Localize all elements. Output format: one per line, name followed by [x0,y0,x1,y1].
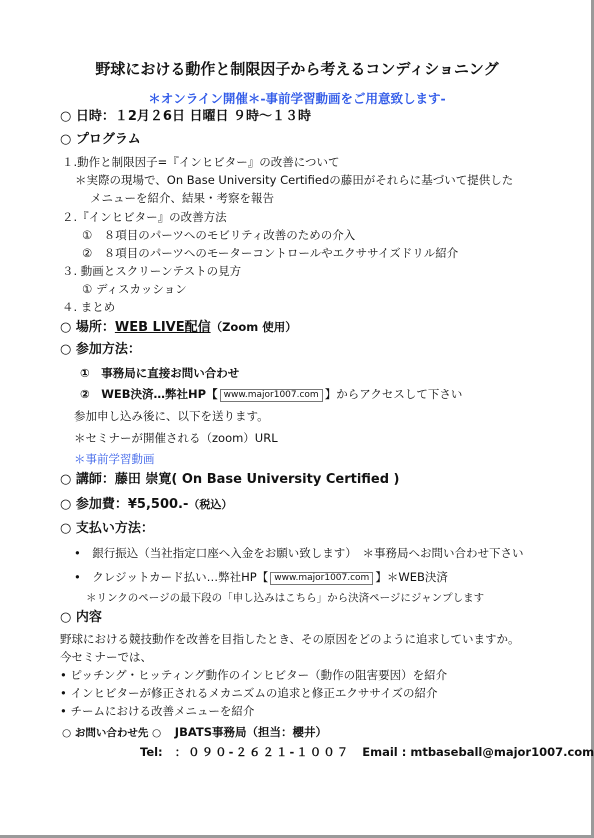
payment-card-suffix: 】＊WEB決済 [375,570,448,584]
program-line: ② ８項目のパーツへのモーターコントロールやエクササイズドリル紹介 [82,246,459,260]
fee-label: ○ 参加費：¥5,500.- [60,497,189,512]
participation-item-2-prefix: ② WEB決済…弊社HP【 [80,387,218,401]
participation-heading: ○ 参加方法： [60,342,141,357]
datetime: ○ 日時：１2月２6日 日曜日 ９時〜１３時 [60,109,312,124]
payment-bank: • 銀行振込（当社指定口座へ入金をお願い致します） ＊事務局へお問い合わせ下さい [74,546,524,560]
payment-card-prefix: • クレジットカード払い…弊社HP【 [74,570,269,584]
venue-label: ○ 場所： [60,320,115,335]
payment-heading: ○ 支払い方法： [60,521,154,536]
subtitle: ＊オンライン開催＊-事前学習動画をご用意致します- [148,91,446,106]
program-line: ① ８項目のパーツへのモビリティ改善のための介入 [82,228,356,242]
tel-number: ：０９０-２６２１-１００７ [174,745,351,759]
program-line: ３. 動画とスクリーンテストの見方 [62,264,242,278]
program-line: メニューを紹介、結果・考察を報告 [90,191,274,205]
content-line: 今セミナーでは、 [60,650,152,664]
participation-zoom: ＊セミナーが開催される（zoom）URL [74,431,278,445]
venue-note: （Zoom 使用） [210,320,297,334]
contact-label: ○ お問い合わせ先 ○ [62,727,162,739]
fee [60,498,232,512]
participation-after: 参加申し込み後に、以下を送ります。 [74,409,269,423]
program-heading: ○ プログラム [60,132,141,147]
contact-office: JBATS事務局（担当：櫻井） [174,725,327,739]
content-line: • ピッチング・ヒッティング動作のインヒビター（動作の阻害要因）を紹介 [60,668,448,682]
program-line: ＊実際の現場で、On Base University Certifiedの藤田がそれらに基づいて提供した [75,173,514,187]
page-title: 野球における動作と制限因子から考えるコンディショニング [95,60,499,78]
program-line: １.動作と制限因子=『インヒビター』の改善について [62,155,340,169]
contact-row [62,725,327,740]
tel-label: Tel: [140,745,163,759]
participation-video: ＊事前学習動画 [74,452,155,466]
content-line: • インヒビターが修正されるメカニズムの追求と修正エクササイズの紹介 [60,686,438,700]
fee-note: （税込） [188,498,233,511]
payment-card [74,570,448,585]
venue [60,320,297,335]
venue-value: WEB LIVE配信 [114,320,211,335]
lecturer: ○ 講師：藤田 崇寛( On Base University Certified ) [60,472,400,487]
program-line: ① ディスカッション [82,282,187,296]
program-line: ４. まとめ [62,300,116,314]
program-line: ２.『インヒビター』の改善方法 [62,210,227,224]
payment-link-note: ＊リンクのページの最下段の「申し込みはこちら」から決済ページにジャンプします [86,592,485,604]
contact-tel-row [140,745,594,759]
participation-item-1: ① 事務局に直接お問い合わせ [80,366,240,380]
content-line: 野球における競技動作を改善を目指したとき、その原因をどのように追求していますか。 [60,632,520,646]
participation-item-2 [80,387,462,402]
website-link[interactable]: www.major1007.com [220,389,323,402]
content-heading: ○ 内容 [60,610,102,625]
participation-item-2-suffix: 】からアクセスして下さい [324,387,463,401]
content-line: • チームにおける改善メニューを紹介 [60,704,255,718]
contact-email[interactable]: Email : mtbaseball@major1007.com [362,745,594,759]
card-website-link[interactable]: www.major1007.com [270,572,373,585]
